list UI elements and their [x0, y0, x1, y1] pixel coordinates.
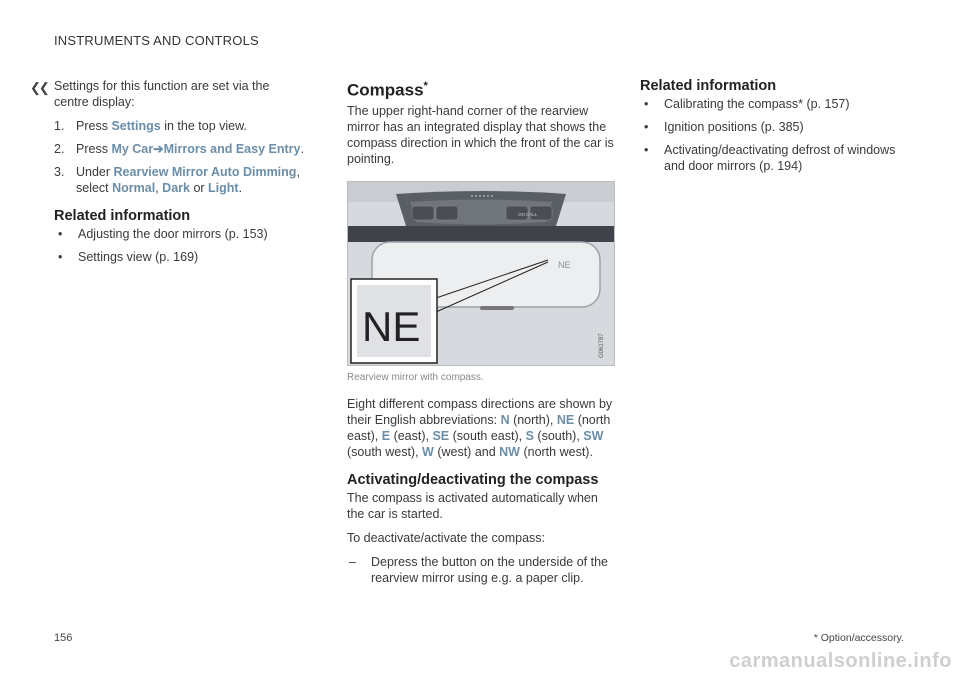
- bullet-icon: •: [644, 143, 649, 157]
- related-link[interactable]: [640, 142, 900, 174]
- column-middle: [347, 78, 615, 593]
- ui-label-normal: Normal: [112, 181, 156, 195]
- bullet-icon: •: [58, 250, 63, 264]
- step-text: Press: [76, 142, 112, 156]
- option-mark: *: [423, 80, 428, 92]
- page-number: 156: [54, 632, 73, 644]
- direction-abbr: N: [500, 412, 510, 427]
- step-text: Press: [76, 119, 112, 133]
- compass-intro: The upper right-hand corner of the rearview mirror has an integrated display that shows the compass direction in which the front of the car is pointing.: [347, 103, 614, 166]
- direction-desc: (south east),: [449, 428, 526, 443]
- continued-from-previous-icon: ❮❮: [30, 80, 48, 95]
- watermark: carmanualsonline.info: [729, 650, 952, 672]
- related-link-text: (p. 157): [802, 97, 850, 111]
- direction-desc: (north west).: [519, 444, 593, 459]
- deactivate-intro: To deactivate/activate the compass:: [347, 530, 546, 545]
- direction-desc: (north),: [509, 412, 557, 427]
- zoomed-compass-readout: NE: [362, 302, 421, 350]
- column-left: [54, 78, 304, 272]
- option-mark: *: [798, 97, 803, 111]
- step-1: [54, 118, 304, 134]
- step-3: [54, 164, 304, 196]
- direction-abbr: W: [422, 444, 434, 459]
- related-link-text: Adjusting the door mirrors (p. 153): [78, 227, 268, 241]
- related-link[interactable]: [640, 119, 900, 135]
- direction-abbr: SE: [432, 428, 450, 443]
- related-link[interactable]: [640, 96, 900, 112]
- ui-label-my-car: My Car: [111, 142, 154, 156]
- related-link-text: Settings view (p. 169): [78, 250, 199, 264]
- related-link[interactable]: [54, 226, 304, 242]
- related-link-text: Activating/deactivating defrost of windows and door mirrors (p. 194): [664, 143, 896, 173]
- section-header: INSTRUMENTS AND CONTROLS: [54, 33, 259, 48]
- direction-abbr: SW: [583, 428, 604, 443]
- mirror-compass-readout: NE: [558, 259, 571, 270]
- related-heading: Related information: [54, 208, 191, 224]
- ui-label-auto-dimming: Rearview Mirror Auto Dimming: [113, 165, 297, 179]
- instruction-step: [347, 554, 615, 586]
- related-link-text: Calibrating the compass: [664, 97, 799, 111]
- step-number: 1.: [54, 119, 65, 133]
- bullet-icon: •: [58, 227, 63, 241]
- related-heading: Related information: [640, 78, 777, 94]
- column-right: [640, 78, 900, 181]
- direction-desc: (north east),: [347, 412, 611, 443]
- direction-abbr: NE: [556, 412, 575, 427]
- step-text: Under: [76, 165, 114, 179]
- step-number: 3.: [54, 165, 65, 179]
- directions-paragraph: [347, 396, 615, 460]
- direction-desc: (south west),: [347, 444, 423, 459]
- related-link-text: Ignition positions (p. 385): [664, 120, 804, 134]
- step-text: ,: [155, 181, 163, 195]
- direction-abbr: NW: [499, 444, 520, 459]
- activate-heading: Activating/deactivating the compass: [347, 471, 599, 488]
- ui-label-mirrors: Mirrors and Easy Entry: [163, 142, 301, 156]
- on-call-label: ON CALL: [518, 211, 538, 217]
- dash-icon: –: [349, 554, 356, 569]
- rearview-mirror-illustration: [347, 181, 615, 366]
- directions-lead: Eight different compass directions are shown by their English abbreviations:: [347, 396, 613, 427]
- activate-text: The compass is activated automatically when the car is started.: [347, 490, 598, 521]
- title-text: Compass: [347, 80, 424, 100]
- step-text: in the top view.: [160, 119, 247, 133]
- direction-desc: (east),: [390, 428, 433, 443]
- bullet-icon: •: [644, 97, 649, 111]
- figure-code: G061787: [599, 332, 605, 358]
- related-link[interactable]: [54, 249, 304, 265]
- figure-caption: Rearview mirror with compass.: [347, 371, 484, 383]
- arrow-right-icon: ➔: [153, 142, 164, 156]
- settings-intro: Settings for this function are set via the centre display:: [54, 79, 270, 109]
- step-text: .: [238, 181, 243, 195]
- step-text: or: [189, 181, 209, 195]
- ui-label-dark: Dark: [162, 181, 190, 195]
- direction-desc: (south),: [533, 428, 584, 443]
- step-number: 2.: [54, 142, 65, 156]
- ui-label-settings: Settings: [111, 119, 161, 133]
- direction-abbr: S: [525, 428, 534, 443]
- mirror-drawing: [348, 182, 614, 365]
- step-text: , select: [76, 165, 300, 195]
- footnote: * Option/accessory.: [813, 632, 904, 644]
- direction-abbr: E: [381, 428, 391, 443]
- step-2: [54, 141, 304, 157]
- bullet-icon: •: [644, 120, 649, 134]
- instruction-text: Depress the button on the underside of the rearview mirror using e.g. a paper clip.: [371, 554, 608, 585]
- page-title: [347, 78, 615, 99]
- direction-desc: (west) and: [433, 444, 500, 459]
- ui-label-light: Light: [208, 181, 239, 195]
- step-text: .: [300, 142, 304, 156]
